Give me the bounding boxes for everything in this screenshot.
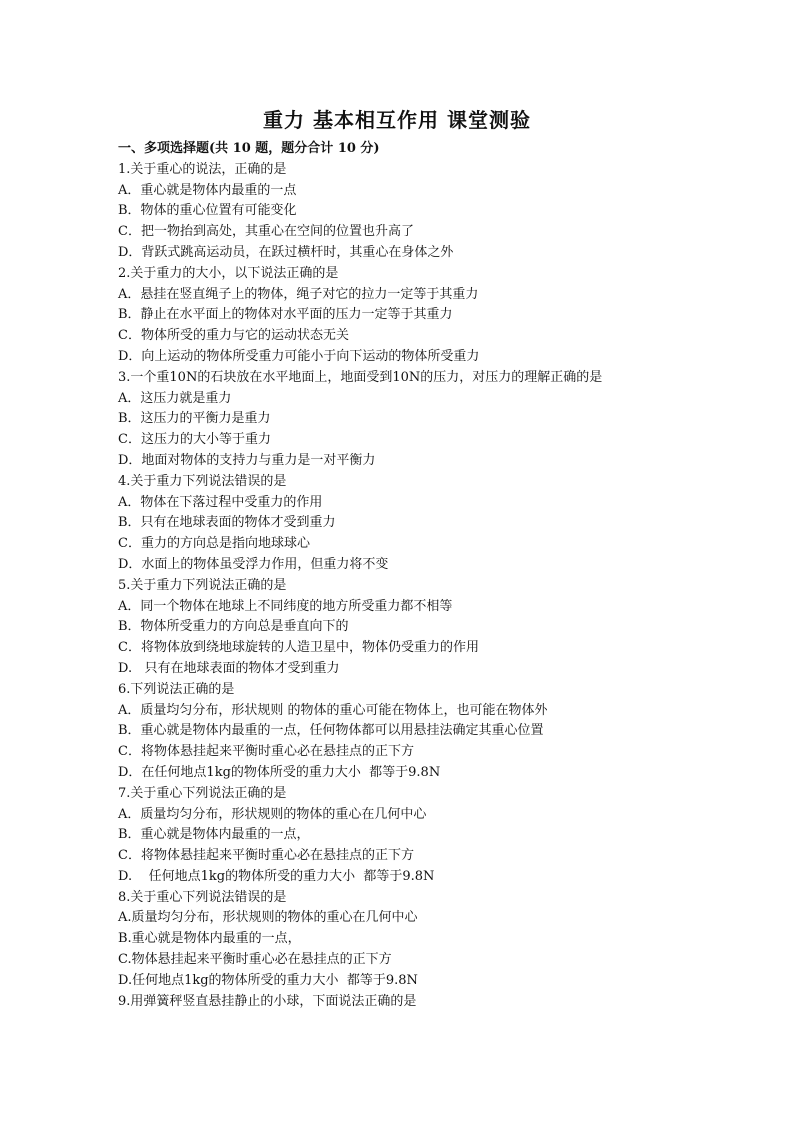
question-option: C．物体所受的重力与它的运动状态无关	[118, 328, 349, 344]
question-option: B．这压力的平衡力是重力	[118, 411, 271, 427]
question-option: D. 只有在地球表面的物体才受到重力	[118, 660, 340, 676]
question-stem: 3.一个重10N的石块放在水平地面上，地面受到10N的压力，对压力的理解正确的是	[118, 369, 603, 385]
question-stem: 5.关于重力下列说法正确的是	[118, 577, 287, 593]
question-block	[118, 264, 718, 368]
question-option: C．重力的方向总是指向地球球心	[118, 536, 310, 552]
question-option: A．物体在下落过程中受重力的作用	[118, 494, 323, 510]
question-stem: 7.关于重心下列说法正确的是	[118, 785, 287, 801]
question-stem: 1.关于重心的说法，正确的是	[118, 161, 287, 177]
question-option: D．水面上的物体虽受浮力作用，但重力将不变	[118, 556, 389, 572]
question-option: A．重心就是物体内最重的一点	[118, 182, 297, 198]
question-stem: 4.关于重力下列说法错误的是	[118, 473, 287, 489]
question-stem: 6.下列说法正确的是	[118, 681, 235, 697]
section-heading: 一、多项选择题(共 10 题，题分合计 10 分)	[118, 141, 380, 156]
question-option: A．质量均匀分布，形状规则 的物体的重心可能在物体上，也可能在物体外	[118, 702, 548, 718]
question-option: A．这压力就是重力	[118, 390, 232, 406]
question-stem: 9.用弹簧秤竖直悬挂静止的小球，下面说法正确的是	[118, 993, 417, 1009]
question-option: C．将物体悬挂起来平衡时重心必在悬挂点的正下方	[118, 848, 414, 864]
question-option: C.物体悬挂起来平衡时重心必在悬挂点的正下方	[118, 952, 392, 968]
question-option: B．重心就是物体内最重的一点，	[118, 827, 310, 843]
question-block	[118, 472, 718, 576]
question-option: A.质量均匀分布，形状规则的物体的重心在几何中心	[118, 910, 418, 926]
question-stem: 8.关于重心下列说法错误的是	[118, 889, 287, 905]
question-option: B．物体所受重力的方向总是垂直向下的	[118, 619, 349, 635]
question-block	[118, 680, 718, 784]
question-stem: 2.关于重力的大小，以下说法正确的是	[118, 265, 339, 281]
question-option: B．只有在地球表面的物体才受到重力	[118, 515, 336, 531]
question-option: D. 任何地点1kg的物体所受的重力大小 都等于9.8N	[118, 868, 435, 884]
question-option: B．物体的重心位置有可能变化	[118, 203, 297, 219]
question-block	[118, 160, 718, 264]
page-title: 重力 基本相互作用 课堂测验	[263, 108, 531, 132]
question-option: B．重心就是物体内最重的一点，任何物体都可以用悬挂法确定其重心位置	[118, 723, 544, 739]
question-block	[118, 888, 718, 992]
questions-container	[118, 160, 718, 1013]
question-option: B.重心就是物体内最重的一点，	[118, 931, 301, 947]
question-option: D．向上运动的物体所受重力可能小于向下运动的物体所受重力	[118, 348, 480, 364]
question-option: D．背跃式跳高运动员，在跃过横杆时，其重心在身体之外	[118, 244, 454, 260]
question-option: A．同一个物体在地球上不同纬度的地方所受重力都不相等	[118, 598, 453, 614]
question-option: C．将物体放到绕地球旋转的人造卫星中，物体仍受重力的作用	[118, 640, 479, 656]
question-option: A．质量均匀分布，形状规则的物体的重心在几何中心	[118, 806, 427, 822]
question-list	[118, 139, 718, 1012]
question-option: C．把一物抬到高处，其重心在空间的位置也升高了	[118, 224, 414, 240]
question-option: C．将物体悬挂起来平衡时重心必在悬挂点的正下方	[118, 744, 414, 760]
question-option: D．在任何地点1kg的物体所受的重力大小 都等于9.8N	[118, 764, 441, 780]
question-option: B．静止在水平面上的物体对水平面的压力一定等于其重力	[118, 307, 453, 323]
question-block	[118, 576, 718, 680]
question-option: C．这压力的大小等于重力	[118, 432, 271, 448]
question-block	[118, 992, 718, 1013]
question-option: D.任何地点1kg的物体所受的重力大小 都等于9.8N	[118, 972, 418, 988]
question-option: A．悬挂在竖直绳子上的物体，绳子对它的拉力一定等于其重力	[118, 286, 479, 302]
question-option: D．地面对物体的支持力与重力是一对平衡力	[118, 452, 376, 468]
question-block	[118, 784, 718, 888]
question-block	[118, 368, 718, 472]
